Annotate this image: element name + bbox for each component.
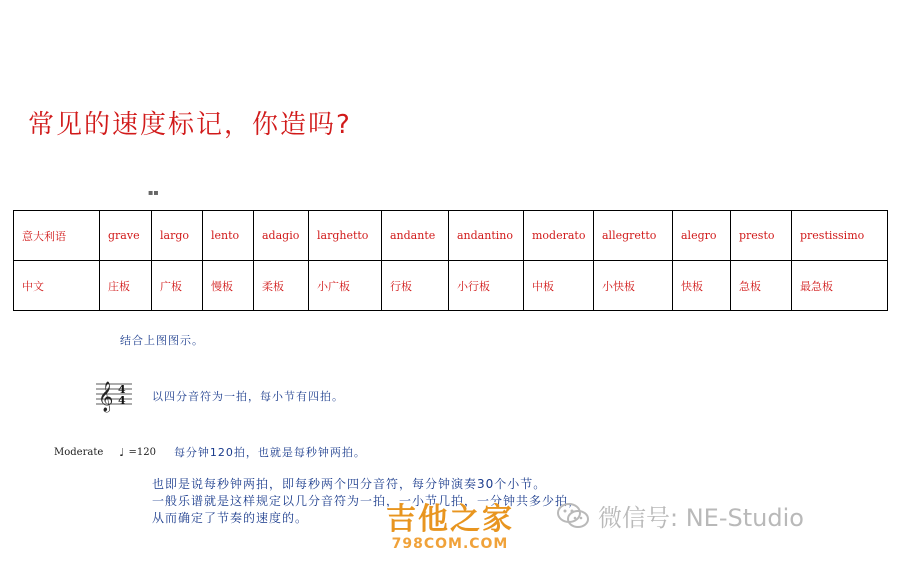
explanation-paragraph [152, 476, 581, 527]
table-cell: 小行板 [449, 261, 524, 311]
svg-text:𝄞: 𝄞 [98, 382, 114, 412]
page-title: 常见的速度标记，你造吗? [28, 110, 352, 140]
table-cell: 最急板 [792, 261, 888, 311]
site-watermark-name: 吉他之家 [386, 502, 514, 537]
table-cell: andante [382, 211, 449, 261]
table-cell-header: 意大利语 [14, 211, 100, 261]
table-cell: presto [731, 211, 792, 261]
table-cell: 中板 [524, 261, 594, 311]
table-cell: 广板 [152, 261, 203, 311]
tempo-table [13, 210, 888, 311]
table-cell: adagio [254, 211, 309, 261]
paragraph-line: 从而确定了节奏的速度的。 [152, 511, 309, 525]
table-cell: largo [152, 211, 203, 261]
table-cell: 庄板 [100, 261, 152, 311]
table-cell: prestissimo [792, 211, 888, 261]
table-cell: grave [100, 211, 152, 261]
table-cell: larghetto [309, 211, 382, 261]
table-cell: andantino [449, 211, 524, 261]
time-signature-bottom: 4 [118, 394, 126, 407]
combine-caption: 结合上图图示。 [120, 334, 204, 347]
paragraph-line: 一般乐谱就是这样规定以几分音符为一拍，一小节几拍，一分钟共多少拍， [152, 494, 582, 508]
time-signature-top: 4 [118, 383, 126, 396]
bpm-value: =120 [128, 446, 156, 458]
table-cell: lento [203, 211, 254, 261]
table-cell: alegro [673, 211, 731, 261]
table-cell: 小快板 [594, 261, 673, 311]
wechat-id: 微信号: NE-Studio [598, 504, 804, 532]
site-watermark [386, 494, 514, 552]
moderate-row [54, 444, 366, 460]
stray-mark: ▪▪ [148, 188, 159, 197]
bpm-description: 每分钟120拍，也就是每秒钟两拍。 [173, 446, 366, 459]
table-cell: 柔板 [254, 261, 309, 311]
treble-clef-staff-icon [94, 374, 134, 414]
table-row-chinese [14, 261, 888, 311]
table-row-italian [14, 211, 888, 261]
moderate-label: Moderate [54, 446, 104, 458]
table-cell: 小广板 [309, 261, 382, 311]
wechat-icon [556, 502, 590, 530]
time-signature-description: 以四分音符为一拍，每小节有四拍。 [152, 390, 344, 403]
site-watermark-url: 798COM.COM [391, 536, 509, 552]
table-cell-header: 中文 [14, 261, 100, 311]
table-cell: 慢板 [203, 261, 254, 311]
table-cell: moderato [524, 211, 594, 261]
table-cell: 行板 [382, 261, 449, 311]
quarter-note-icon: ♩ [119, 445, 125, 459]
table-cell: allegretto [594, 211, 673, 261]
table-cell: 急板 [731, 261, 792, 311]
table-cell: 快板 [673, 261, 731, 311]
paragraph-line: 也即是说每秒钟两拍，即每秒两个四分音符，每分钟演奏30个小节。 [152, 477, 547, 491]
wechat-watermark [556, 498, 804, 533]
